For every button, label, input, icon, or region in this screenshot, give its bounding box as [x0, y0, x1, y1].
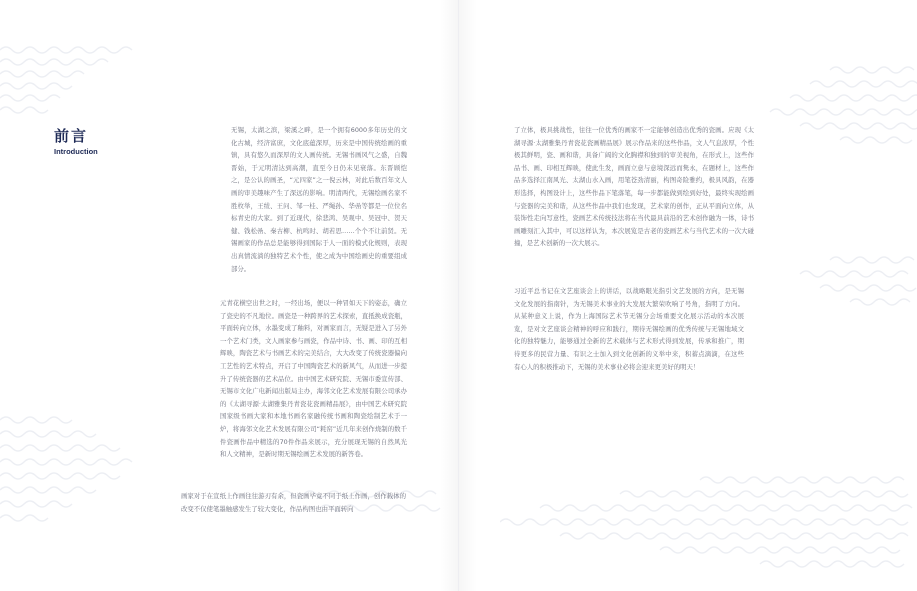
wave-pattern-bottom-left: [0, 410, 200, 540]
wave-pattern-bottom-right: [500, 470, 917, 591]
wave-pattern-top-left: [0, 40, 150, 130]
paragraph: 习近平总书记在文艺座谈会上的讲话，以战略眼光指引文艺发展的方向，是无锡文化发展的指南针，为无锡美术事业的大发展大繁荣吹响了号角，指明了方向。从某种意义上说，作为上海国际艺术节无锡分会场重要文化展示活动的本次展览，是对文艺座谈会精神的呼应和践行，期待无锡绘画的优秀传统与无锡地域文化的独特魅力，能够通过全新的艺术载体与艺术形式得到发展，传承和推广，期待更多的民营力量、有识之士加入到文化创新的义举中来，积蓄点滴滴，在这些有心人的积极推动下，无锡的美术事业必将会迎来更美好的明天！: [514, 287, 744, 371]
paragraph: 画家对于在宣纸上作画往往游刃有余，但瓷画毕竟不同于纸上作画，创作载体的改变不仅使笔墨触感发生了较大变化，作品构图也由平面转向: [181, 492, 406, 513]
page-gutter: [458, 0, 459, 591]
paragraph: 元青花横空出世之时，一经出场，便以一种冒如天下的姿态，确立了瓷史的不凡地位。画瓷是一种跨界的艺术探索，直抵换成瓷瓶，平面转向立体，水墨变成了釉料，对画家而言，无疑是进入了另外一个艺术门类，文人画家参与画瓷，作品中诗、书、画、印的互相辉映，陶瓷艺术与书画艺术的完美结合，大大改变了传统瓷器偏向工艺性的艺术特点，开启了中国陶瓷艺术的新风气，从而进一步提升了传统瓷器的艺术品位。由中国艺术研究院、无锡市委宣传部、无锡市文化广电新闻出版局主办，海邻文化艺术发展有限公司承办的《太湖寻源·太湖雅集丹青瓷花瓷画精品展》，由中国艺术研究院国家级书画大家和本地书画名家融传统书画和陶瓷绘制艺术于一炉，将海邻文化艺术发展有限公司“耗窑”近几年来创作烧制的数千件瓷画作品中精选的70件作品来展示，充分展现无锡的自然风光和人文精神，是新时期无锡绘画艺术发展的新答卷。: [220, 299, 407, 459]
section-title: [54, 125, 98, 156]
wave-pattern-mid-right: [770, 250, 917, 330]
paragraph: 无锡，太湖之滨，梁溪之畔，是一个拥有6000多年历史的文化古城，经济富庶，文化底蕴深厚，历来是中国传统绘画的重镇，具有悠久而深厚的文人画传统。无锡书画风气之盛，自魏晋始，于元明清达到高潮，直至今日仍未见衰落。东晋顾恺之，是公认的画圣，“元四家”之一倪云林，对此后数百年文人画的审美趣味产生了深远的影响。明清两代，无锡绘画名家不胜枚举，王绂、王问、邹一桂、严绳孙、华嵒等都是一位位名标青史的大家。到了近现代，徐悲鸿、吴观中、吴冠中、贺天健、钱松喦、秦古柳、杭鸣时、胡若思……个个不让前贤。无锡画家的作品总是能够得到国际于人一面的模式化规则，表现出真情流淌的独特艺术个性，使之成为中国绘画史的重要组成部分。: [231, 126, 407, 273]
paragraph: 了立体，极具挑战性，往往一位优秀的画家不一定能够创造出优秀的瓷画。应现《太湖寻源·太湖雅集丹青瓷花瓷画精品展》展示作品来的这些作品，文人气息浓厚，个性极其鲜明，瓷、画和谐，具备广阔的文化胸襟和独到的审美视角，在形式上，这些作品书、画、印相互辉映，使此生发，画面立意与意境深远而隽永，在题材上，这些作品多选择江南风光、太湖山水入画，用笔苍劲清丽，构图奇险雅约，极具风韵，在器形选择，构图设计上，这些作品下笔落笔，每一步都能做到绘到好处，最终实现绘画与瓷器的完美和谐，从这些作品中我们也发现，艺术家的创作，正从平面向立体，从装饰性走向写意性，瓷画艺术传统技法将在当代最具前沿的艺术创作融为一体，诗书画雕刻汇入其中，可以这样认为，本次展览是古老的瓷画艺术与当代艺术的一次大碰撞，是艺术创新的一次大展示。: [514, 126, 754, 248]
title-english: Introduction: [54, 147, 98, 156]
title-chinese: 前言: [54, 127, 89, 145]
